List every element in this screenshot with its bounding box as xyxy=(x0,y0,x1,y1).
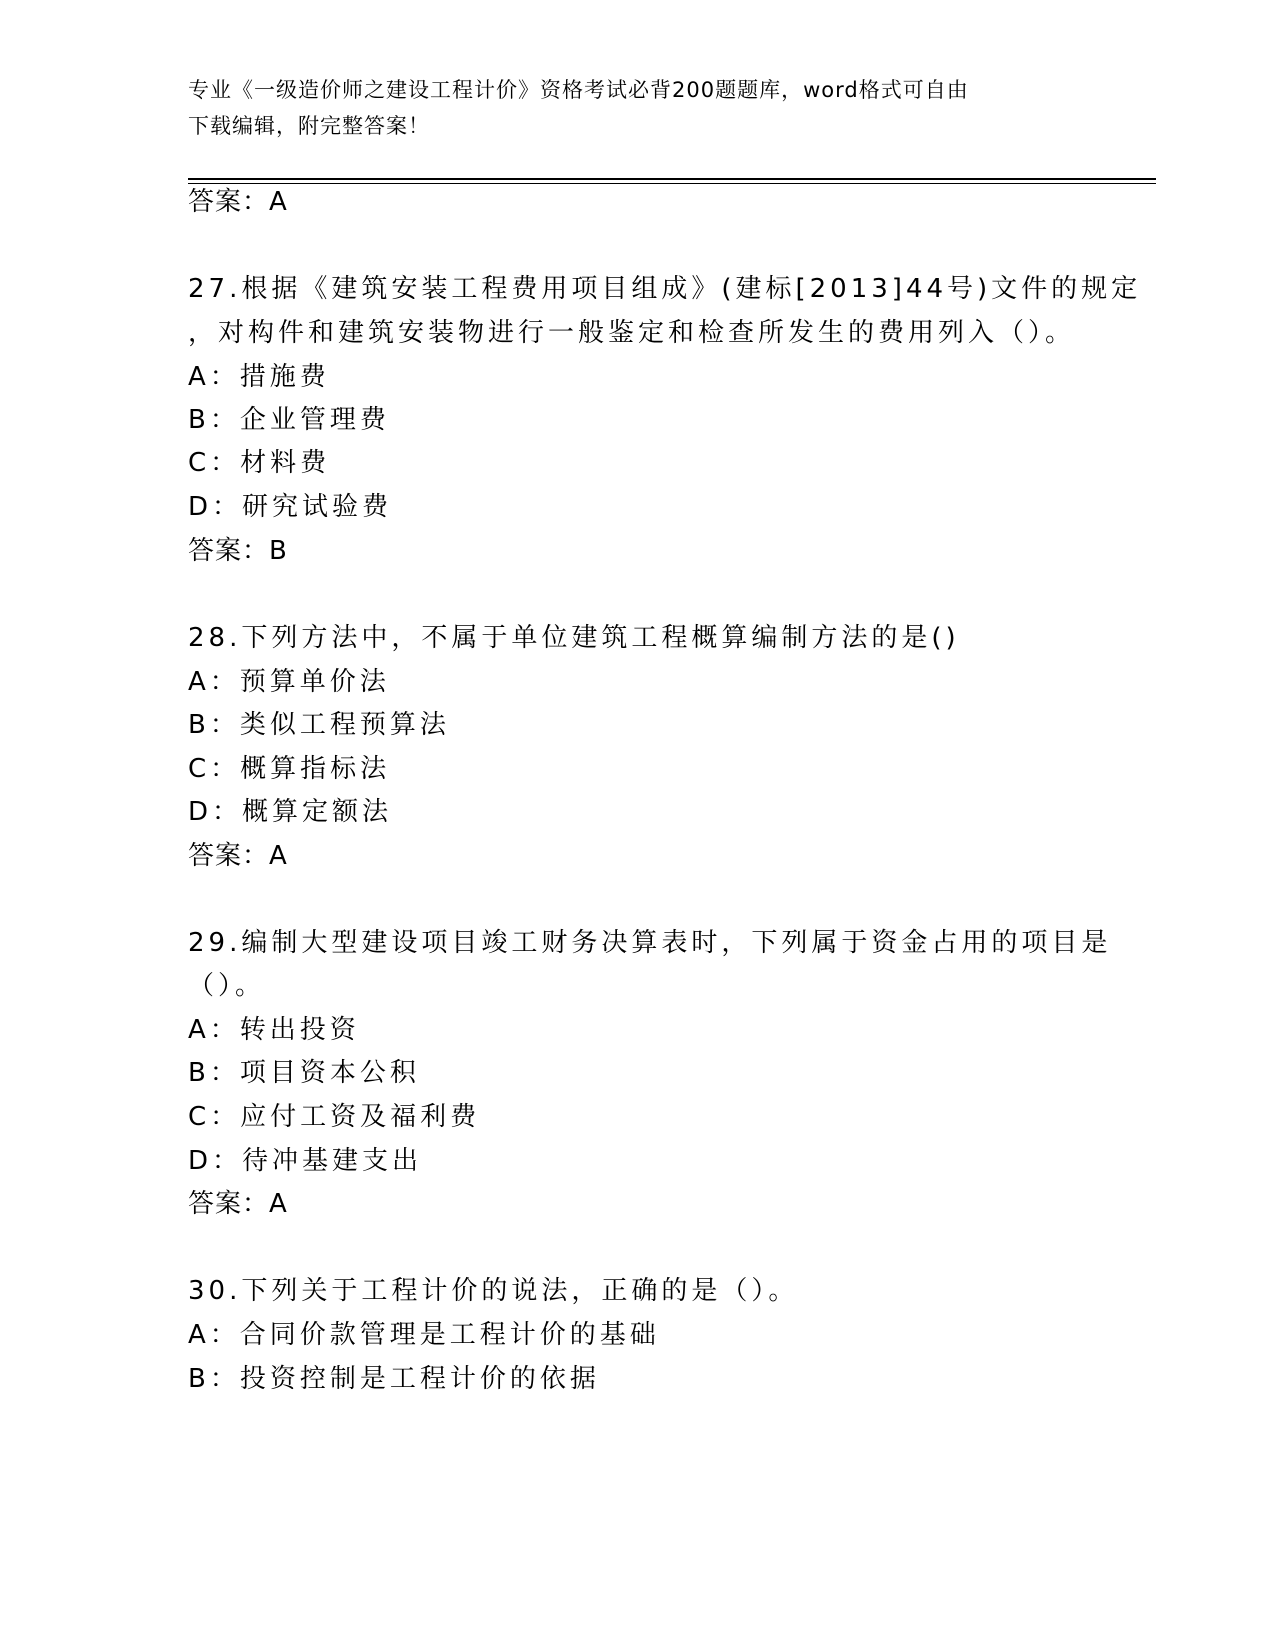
question-29-answer: 答案：A xyxy=(188,1189,288,1219)
question-28-option-d: D：概算定额法 xyxy=(188,797,393,827)
answer-previous: 答案：A xyxy=(188,187,288,217)
question-27-option-c: C：材料费 xyxy=(188,448,331,478)
question-30-option-a: A：合同价款管理是工程计价的基础 xyxy=(188,1320,660,1350)
question-27-option-d: D：研究试验费 xyxy=(188,492,393,522)
question-29-option-b: B：项目资本公积 xyxy=(188,1058,420,1088)
question-28-stem: 28.下列方法中，不属于单位建筑工程概算编制方法的是() xyxy=(188,623,960,653)
document-header xyxy=(188,72,1068,144)
question-28-answer: 答案：A xyxy=(188,841,288,871)
question-28-option-b: B：类似工程预算法 xyxy=(188,710,450,740)
question-28-option-c: C：概算指标法 xyxy=(188,754,391,784)
question-27-stem-line-1: 27.根据《建筑安装工程费用项目组成》(建标[2013]44号)文件的规定 xyxy=(188,274,1142,304)
question-27-stem-line-2: ，对构件和建筑安装物进行一般鉴定和检查所发生的费用列入（）。 xyxy=(188,318,1076,348)
header-divider-thin xyxy=(188,183,1156,184)
question-29-stem-line-2: （）。 xyxy=(188,971,266,1001)
question-28-option-a: A：预算单价法 xyxy=(188,667,390,697)
question-29-option-a: A：转出投资 xyxy=(188,1015,360,1045)
question-30-stem: 30.下列关于工程计价的说法，正确的是（）。 xyxy=(188,1276,799,1306)
header-line-1: 专业《一级造价师之建设工程计价》资格考试必背200题题库，word格式可自由 xyxy=(188,78,969,102)
question-29-stem-line-1: 29.编制大型建设项目竣工财务决算表时，下列属于资金占用的项目是 xyxy=(188,928,1112,958)
header-line-2: 下载编辑，附完整答案！ xyxy=(188,114,430,138)
question-29-option-d: D：待冲基建支出 xyxy=(188,1146,423,1176)
header-divider-thick xyxy=(188,178,1156,180)
question-27-option-a: A：措施费 xyxy=(188,362,330,392)
question-29-option-c: C：应付工资及福利费 xyxy=(188,1102,481,1132)
question-30-option-b: B：投资控制是工程计价的依据 xyxy=(188,1364,600,1394)
question-27-option-b: B：企业管理费 xyxy=(188,405,390,435)
question-27-answer: 答案：B xyxy=(188,536,288,566)
